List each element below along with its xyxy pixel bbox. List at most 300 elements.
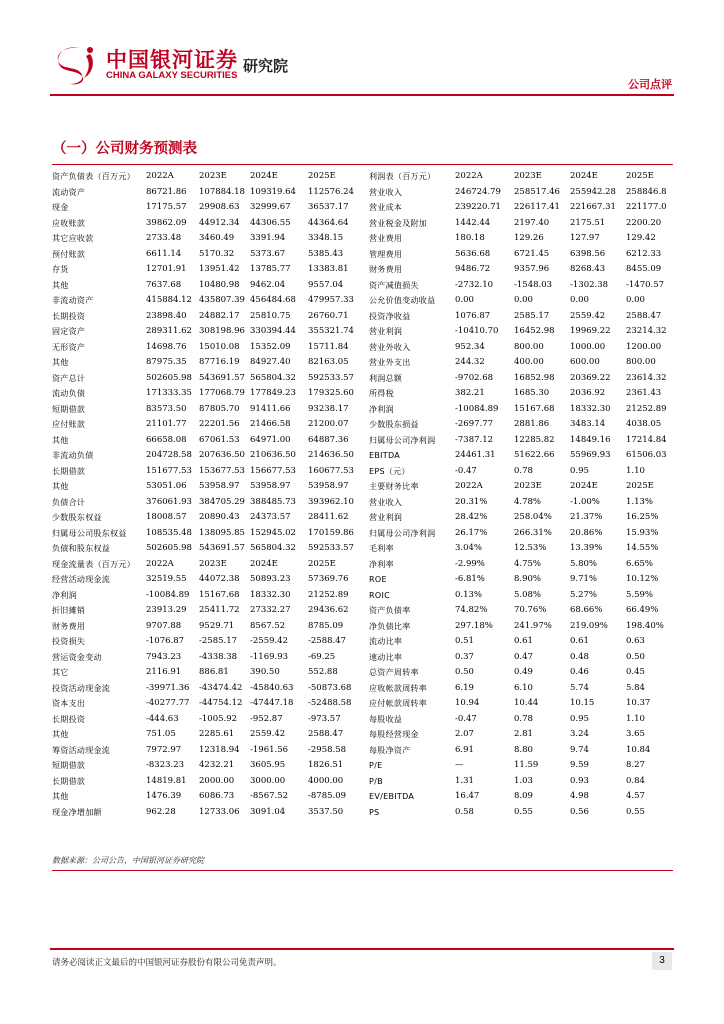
cell-value: 221667.31 (570, 202, 616, 212)
cell-value: 21101.77 (146, 419, 187, 429)
table-row (52, 758, 352, 774)
row-label: 短期借款 (52, 761, 86, 770)
cell-value: 0.95 (570, 465, 589, 476)
table-row (52, 293, 352, 309)
cell-value: 8.09 (514, 791, 533, 801)
row-label: 净利率 (369, 559, 394, 569)
cell-value: 0.50 (455, 667, 474, 677)
cell-value: 552.88 (308, 667, 338, 677)
cell-value: 9462.04 (250, 279, 286, 290)
cell-value: 23214.32 (626, 326, 667, 336)
table-row (52, 324, 352, 340)
cell-value: 2025E (308, 171, 336, 181)
cell-value: 91411.66 (250, 403, 291, 414)
cell-value: -2585.17 (199, 636, 238, 646)
cell-value: 592533.57 (308, 372, 354, 383)
cell-value: 1826.51 (308, 760, 344, 770)
row-label: 其它 (52, 668, 69, 677)
row-label: 主要财务比率 (369, 482, 419, 491)
table-row (52, 278, 352, 294)
cell-value: 15167.68 (199, 589, 240, 600)
table-row (52, 712, 352, 728)
cell-value: 204728.58 (146, 450, 192, 460)
section-title: （一）公司财务预测表 (52, 141, 197, 157)
cell-value: 415884.12 (146, 295, 192, 305)
cell-value: -44754.12 (199, 698, 243, 708)
cell-value: 12318.94 (199, 744, 240, 755)
cell-value: 28.42% (455, 512, 488, 522)
cell-value: 15010.08 (199, 341, 240, 352)
cell-value: 0.00 (626, 295, 645, 305)
cell-value: 16.47 (455, 791, 480, 801)
data-source-note: 数据来源：公司公告，中国银河证券研究院 (52, 856, 204, 865)
table-row (369, 231, 674, 247)
row-label: 营业费用 (369, 234, 403, 243)
cell-value: 13383.81 (308, 264, 349, 274)
cell-value: 57369.76 (308, 574, 349, 584)
row-label: ROIC (369, 590, 391, 600)
cell-value: 68.66% (570, 605, 603, 615)
cell-value: 565804.32 (250, 543, 296, 553)
row-label: 负债和股东权益 (52, 544, 111, 553)
table-row (52, 619, 352, 635)
cell-value: 400.00 (514, 357, 544, 367)
row-label: 投资净收益 (369, 311, 411, 321)
table-row (52, 634, 352, 650)
cell-value: 1000.00 (570, 341, 606, 352)
cell-value: 308198.96 (199, 326, 245, 336)
cell-value: 87975.35 (146, 357, 187, 367)
cell-value: 502605.98 (146, 372, 192, 383)
cell-value: 9707.88 (146, 620, 182, 631)
row-label: 筹资活动现金流 (52, 745, 111, 755)
cell-value: 4.57 (626, 791, 645, 801)
cell-value: 67061.53 (199, 434, 240, 445)
table-row (52, 665, 352, 681)
cell-value: 21466.58 (250, 419, 291, 429)
cell-value: 5636.68 (455, 248, 491, 259)
cell-value: 0.61 (570, 636, 589, 646)
cell-value: 2024E (250, 558, 278, 569)
table-row (369, 805, 674, 821)
table-row (369, 433, 674, 449)
right-tables (369, 169, 674, 820)
cell-value: 0.13% (455, 589, 483, 600)
cell-value: 1.03 (514, 775, 533, 786)
row-label: ROE (369, 575, 387, 584)
cell-value: 0.49 (514, 667, 533, 677)
galaxy-logo-icon (50, 42, 98, 86)
table-row (52, 479, 352, 495)
row-label: 非流动资产 (52, 296, 94, 305)
cell-value: 0.48 (570, 651, 589, 662)
cell-value: 107884.18 (199, 186, 245, 197)
table-row (52, 433, 352, 449)
row-label: 营业外收入 (369, 342, 411, 352)
cell-value: -952.87 (250, 713, 283, 724)
brand-name-cn: 中国银河证券 (106, 48, 238, 72)
cell-value: 61506.03 (626, 450, 667, 460)
cell-value: 255942.28 (570, 186, 616, 197)
cell-value: -45840.63 (250, 682, 294, 693)
cell-value: -1169.93 (250, 651, 289, 662)
cell-value: 170159.86 (308, 527, 354, 538)
cell-value: 5385.43 (308, 248, 344, 259)
cell-value: 2361.43 (626, 388, 662, 398)
cell-value: 6212.33 (626, 248, 662, 259)
cell-value: 479957.33 (308, 295, 354, 305)
row-label: 非流动负债 (52, 451, 94, 460)
cell-value: 74.82% (455, 605, 488, 615)
cell-value: 23898.40 (146, 310, 187, 321)
cell-value: 258517.46 (514, 186, 560, 197)
cell-value: 2036.92 (570, 388, 606, 398)
table-row (52, 355, 352, 371)
cell-value: 15711.84 (308, 341, 349, 352)
table-row (369, 278, 674, 294)
document-type-label: 公司点评 (628, 78, 672, 91)
cell-value: 84927.40 (250, 357, 291, 367)
cell-value: 8.90% (514, 574, 542, 584)
row-label: 长期投资 (52, 311, 86, 321)
table-row (52, 402, 352, 418)
cell-value: 13951.42 (199, 264, 240, 274)
row-label: 每股净资产 (369, 745, 411, 755)
table-row (369, 340, 674, 356)
cell-value: 20890.43 (199, 512, 240, 522)
cell-value: 44306.55 (250, 217, 291, 228)
cell-value: 2559.42 (250, 729, 286, 739)
cell-value: 258846.8 (626, 186, 667, 197)
cell-value: -8567.52 (250, 791, 289, 801)
cell-value: 6721.45 (514, 248, 550, 259)
row-label: 利润总额 (369, 373, 403, 383)
cell-value: 266.31% (514, 527, 552, 538)
cell-value: 2.81 (514, 729, 533, 739)
cell-value: 2585.17 (514, 310, 550, 321)
table-row (369, 526, 674, 542)
header-divider (50, 94, 674, 96)
cell-value: -1.00% (570, 496, 600, 507)
cell-value: 2285.61 (199, 729, 235, 739)
table-row (369, 386, 674, 402)
cell-value: 435807.39 (199, 295, 245, 305)
row-label: 资产减值损失 (369, 280, 419, 290)
cell-value: 2022A (146, 171, 174, 181)
table-row (52, 650, 352, 666)
cell-value: 4038.05 (626, 419, 662, 429)
row-label: 营业利润 (369, 513, 403, 522)
row-label: 利润表（百万元） (369, 172, 436, 181)
cell-value: 153677.53 (199, 465, 245, 476)
cell-value: -8785.09 (308, 791, 347, 801)
cell-value: 0.00 (570, 295, 589, 305)
cell-value: 2559.42 (570, 310, 606, 321)
table-row (52, 231, 352, 247)
cell-value: 20369.22 (570, 372, 611, 383)
table-row (369, 789, 674, 805)
row-label: 净负债比率 (369, 621, 411, 631)
row-label: 预付账款 (52, 249, 86, 259)
table-row (369, 510, 674, 526)
cell-value: 0.45 (626, 667, 645, 677)
cell-value: 2023E (514, 481, 542, 491)
cell-value: 289311.62 (146, 326, 192, 336)
cell-value: -973.57 (308, 713, 341, 724)
table-row (369, 743, 674, 759)
table-row (52, 681, 352, 697)
cell-value: 5.59% (626, 589, 654, 600)
cell-value: 246724.79 (455, 186, 501, 197)
row-label: 营业外支出 (369, 358, 411, 367)
cell-value: 800.00 (626, 357, 656, 367)
row-label: 营业收入 (369, 187, 403, 197)
cell-value: 6.65% (626, 558, 654, 569)
cell-value: 0.95 (570, 713, 589, 724)
cell-value: 382.21 (455, 388, 485, 398)
cell-value: 12733.06 (199, 806, 240, 817)
cell-value: -47447.18 (250, 698, 294, 708)
row-label: 应收账款 (52, 218, 86, 228)
row-label: PS (369, 807, 380, 817)
cell-value: 6086.73 (199, 791, 235, 801)
cell-value: 3605.95 (250, 760, 286, 770)
table-row (369, 355, 674, 371)
cell-value: 8.27 (626, 760, 645, 770)
cell-value: 44912.34 (199, 217, 240, 228)
cell-value: 50893.23 (250, 574, 291, 584)
brand-institute: 研究院 (243, 57, 289, 75)
cell-value: 3.24 (570, 729, 589, 739)
cell-value: 0.58 (455, 806, 474, 817)
row-label: 归属母公司净利润 (369, 528, 436, 538)
cell-value: 388485.73 (250, 496, 296, 507)
cell-value: -1005.92 (199, 713, 238, 724)
row-label: 应付帐款周转率 (369, 699, 428, 708)
table-row (369, 588, 674, 604)
cell-value: 5.84 (626, 682, 645, 693)
brand-name-en: CHINA GALAXY SECURITIES (106, 70, 238, 81)
cell-value: 6398.56 (570, 248, 606, 259)
cell-value: 53958.97 (250, 481, 291, 491)
table-row (52, 448, 352, 464)
row-label: 其他 (52, 730, 69, 739)
cell-value: 3483.14 (570, 419, 606, 429)
cell-value: 7972.97 (146, 744, 182, 755)
cell-value: -2588.47 (308, 636, 347, 646)
row-label: 固定资产 (52, 327, 86, 336)
table-row (52, 340, 352, 356)
cell-value: 1.10 (626, 713, 645, 724)
table-row (52, 262, 352, 278)
cell-value: -1548.03 (514, 279, 553, 290)
cell-value: 86721.86 (146, 186, 187, 197)
table-row (52, 200, 352, 216)
cell-value: 25411.72 (199, 605, 240, 615)
cell-value: 24882.17 (199, 310, 240, 321)
row-label: 归属母公司股东权益 (52, 528, 127, 538)
table-row (369, 665, 674, 681)
cell-value: 210636.50 (250, 450, 296, 460)
table-row (369, 572, 674, 588)
cell-value: 156677.53 (250, 465, 296, 476)
cell-value: 456484.68 (250, 295, 296, 305)
cell-value: 2024E (250, 171, 278, 181)
cell-value: 2.07 (455, 729, 474, 739)
cell-value: -7387.12 (455, 434, 494, 445)
cell-value: 12701.91 (146, 264, 187, 274)
row-label: 负债合计 (52, 497, 86, 507)
cell-value: 19969.22 (570, 326, 611, 336)
row-label: 短期借款 (52, 404, 86, 414)
table-row (369, 417, 674, 433)
cell-value: 10.15 (570, 698, 595, 708)
table-row (369, 448, 674, 464)
cell-value: 29436.62 (308, 605, 349, 615)
cell-value: 25810.75 (250, 310, 291, 321)
row-label: 净利润 (369, 404, 394, 414)
row-label: EPS（元） (369, 466, 410, 476)
cell-value: 53958.97 (199, 481, 240, 491)
row-label: 其它应收款 (52, 234, 94, 243)
row-label: 营业收入 (369, 497, 403, 507)
cell-value: -39971.36 (146, 682, 190, 693)
cell-value: -52488.58 (308, 698, 352, 708)
cell-value: 129.26 (514, 233, 544, 243)
cell-value: 6.91 (455, 744, 474, 755)
cell-value: 0.55 (514, 806, 533, 817)
cell-value: 592533.57 (308, 543, 354, 553)
cell-value: -1961.56 (250, 744, 289, 755)
cell-value: 10480.98 (199, 279, 240, 290)
cell-value: 51622.66 (514, 450, 555, 460)
cell-value: 1476.39 (146, 791, 182, 801)
cell-value: 108535.48 (146, 527, 192, 538)
cell-value: 2023E (199, 171, 227, 181)
cell-value: 2175.51 (570, 217, 606, 228)
cell-value: 17214.84 (626, 434, 667, 445)
row-label: 长期借款 (52, 776, 86, 786)
cell-value: 2588.47 (626, 310, 662, 321)
cell-value: -10084.89 (146, 589, 190, 600)
cell-value: 1076.87 (455, 310, 491, 321)
cell-value: 330394.44 (250, 326, 296, 336)
table-row (52, 526, 352, 542)
disclaimer-text: 请务必阅读正文最后的中国银河证券股份有限公司免责声明。 (52, 958, 282, 968)
table-row (369, 774, 674, 790)
cell-value: 4.98 (570, 791, 589, 801)
cell-value: 4000.00 (308, 775, 344, 786)
table-row (369, 324, 674, 340)
cell-value: 66.49% (626, 605, 659, 615)
cell-value: 2116.91 (146, 667, 182, 677)
row-label: 存货 (52, 265, 69, 274)
cell-value: 3091.04 (250, 806, 286, 817)
cell-value: 93238.17 (308, 403, 349, 414)
cell-value: 18008.57 (146, 512, 187, 522)
cell-value: 44072.38 (199, 574, 240, 584)
row-label: 其他 (52, 792, 69, 801)
cell-value: 23614.32 (626, 372, 667, 383)
left-tables (52, 169, 352, 820)
cell-value: -4338.38 (199, 651, 238, 662)
cell-value: 10.37 (626, 698, 651, 708)
table-row (369, 634, 674, 650)
row-label: 财务费用 (369, 265, 403, 274)
row-label: 经营活动现金流 (52, 575, 111, 584)
cell-value: 3000.00 (250, 775, 286, 786)
cell-value: 600.00 (570, 357, 600, 367)
cell-value: 4232.21 (199, 760, 235, 770)
cell-value: 24373.57 (250, 512, 291, 522)
cell-value: 109319.64 (250, 186, 296, 197)
cell-value: 16.25% (626, 512, 659, 522)
row-label: 其他 (52, 435, 69, 445)
table-row (369, 557, 674, 573)
cell-value: 5.80% (570, 558, 598, 569)
table-row (52, 185, 352, 201)
cell-value: 0.84 (626, 775, 645, 786)
cell-value: 26760.71 (308, 310, 349, 321)
cell-value: 7637.68 (146, 279, 182, 290)
cell-value: 2023E (514, 171, 542, 181)
cell-value: 393962.10 (308, 496, 354, 507)
cell-value: -40277.77 (146, 698, 190, 708)
cell-value: 39862.09 (146, 217, 187, 228)
cell-value: 6.10 (514, 682, 533, 693)
row-label: 流动比率 (369, 637, 403, 646)
row-label: 资产负债表（百万元） (52, 172, 135, 181)
cell-value: -43474.42 (199, 682, 243, 693)
cell-value: 2023E (199, 558, 227, 569)
cell-value: -2732.10 (455, 279, 494, 290)
cell-value: 1442.44 (455, 217, 491, 228)
table-row (52, 371, 352, 387)
row-label: 其他 (52, 358, 69, 367)
cell-value: 2022A (455, 171, 483, 181)
cell-value: 1685.30 (514, 388, 550, 398)
cell-value: 0.00 (514, 295, 533, 305)
row-label: 流动负债 (52, 389, 86, 398)
cell-value: 53051.06 (146, 481, 187, 491)
cell-value: 8268.43 (570, 264, 606, 274)
table-row (52, 386, 352, 402)
cell-value: 179325.60 (308, 388, 354, 398)
table-row (369, 402, 674, 418)
cell-value: — (455, 760, 464, 770)
table-row (369, 185, 674, 201)
cell-value: 15.93% (626, 527, 659, 538)
cell-value: 177068.79 (199, 388, 245, 398)
row-label: 财务费用 (52, 621, 86, 631)
table-row (52, 743, 352, 759)
cell-value: 151677.53 (146, 465, 192, 476)
cell-value: 22201.56 (199, 419, 240, 429)
cell-value: -6.81% (455, 574, 485, 584)
cell-value: 66658.08 (146, 434, 187, 445)
row-label: 无形资产 (52, 342, 86, 352)
row-label: 营业成本 (369, 203, 403, 212)
cell-value: 15352.09 (250, 341, 291, 352)
row-label: 投资活动现金流 (52, 683, 111, 693)
row-label: 现金 (52, 203, 69, 212)
table-row (369, 200, 674, 216)
cell-value: 0.56 (570, 806, 589, 817)
table-row (52, 309, 352, 325)
cell-value: 127.97 (570, 233, 600, 243)
cell-value: 1.13% (626, 496, 654, 507)
cell-value: 6611.14 (146, 248, 182, 259)
